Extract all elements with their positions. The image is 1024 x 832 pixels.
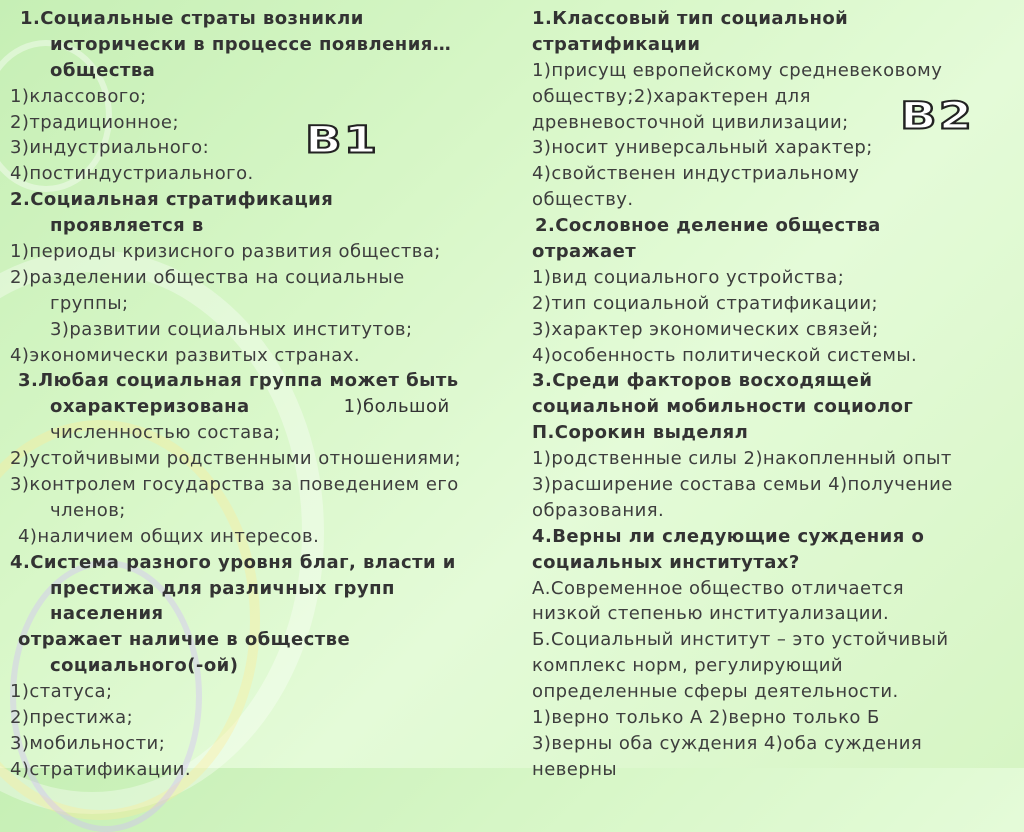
line-text: социальной мобильности социолог bbox=[532, 396, 914, 418]
line-text: 1)статуса; bbox=[10, 681, 113, 703]
question-text-line bbox=[10, 32, 520, 58]
line-text: 1)верно только А 2)верно только Б bbox=[532, 707, 880, 729]
line-text: 1)вид социального устройства; bbox=[532, 266, 845, 288]
line-text: 3)расширение состава семьи 4)получение bbox=[532, 474, 953, 496]
question-text-line bbox=[532, 213, 1012, 239]
line-text: стратификации bbox=[532, 33, 701, 55]
line-text: 2)традиционное; bbox=[10, 111, 179, 133]
line-text: 4)экономически развитых странах. bbox=[10, 344, 361, 366]
answer-option-line bbox=[532, 343, 1012, 369]
line-text: 3)верны оба суждения 4)оба суждения bbox=[532, 732, 923, 754]
line-text: 4.Верны ли следующие суждения о bbox=[532, 525, 925, 547]
answer-option-line bbox=[10, 291, 520, 317]
line-text: 4.Система разного уровня благ, власти и bbox=[10, 551, 456, 573]
question-text-line bbox=[532, 239, 1012, 265]
line-text: 1)классового; bbox=[10, 85, 147, 107]
question-text-line bbox=[532, 368, 1012, 394]
question-text-line bbox=[532, 550, 1012, 576]
line-text: 4)свойственен индустриальному bbox=[532, 163, 860, 185]
line-text: 3)индустриального: bbox=[10, 137, 210, 159]
variant-1-label: B1 bbox=[305, 118, 379, 162]
answer-option-line bbox=[532, 161, 1012, 187]
answer-option-line bbox=[532, 291, 1012, 317]
answer-option-line bbox=[532, 731, 1012, 757]
question-text-line bbox=[10, 576, 520, 602]
answer-option-line bbox=[532, 58, 1012, 84]
line-text: 1.Социальные страты возникли bbox=[20, 8, 364, 29]
answer-option-line bbox=[10, 135, 520, 161]
line-text: 4)наличием общих интересов. bbox=[18, 525, 320, 547]
answer-option-line bbox=[532, 576, 1012, 602]
question-text-line bbox=[10, 601, 520, 627]
answer-option-line bbox=[532, 498, 1012, 524]
line-text: населения bbox=[50, 603, 164, 625]
answer-option-line bbox=[10, 446, 520, 472]
answer-option-line bbox=[532, 705, 1012, 731]
answer-option-line bbox=[532, 627, 1012, 653]
answer-option-line bbox=[532, 187, 1012, 213]
answer-option-line bbox=[532, 472, 1012, 498]
line-text: 2.Социальная стратификация bbox=[10, 189, 334, 211]
question-text-line bbox=[10, 187, 520, 213]
answer-option-line bbox=[10, 472, 520, 498]
answer-option-line bbox=[10, 498, 520, 524]
question-text-line bbox=[10, 394, 520, 420]
line-text: 3)развитии социальных институтов; bbox=[50, 318, 413, 340]
line-text: отражает bbox=[532, 241, 637, 263]
answer-option-line bbox=[532, 653, 1012, 679]
variant-1-questions bbox=[10, 6, 520, 783]
question-text-line bbox=[532, 32, 1012, 58]
answer-option-line bbox=[532, 265, 1012, 291]
line-text: членов; bbox=[50, 499, 126, 521]
line-text: 3)мобильности; bbox=[10, 732, 166, 754]
answer-option-inline: 1)большой bbox=[343, 396, 450, 418]
question-text-line bbox=[10, 653, 520, 679]
line-text: 3.Среди факторов восходящей bbox=[532, 370, 873, 392]
answer-option-line bbox=[10, 757, 520, 783]
question-text-line bbox=[532, 524, 1012, 550]
line-text: низкой степенью институализации. bbox=[532, 603, 890, 625]
answer-option-line bbox=[10, 731, 520, 757]
line-text: 1)родственные силы 2)накопленный опыт bbox=[532, 448, 952, 470]
line-text: престижа для различных групп bbox=[50, 577, 395, 599]
answer-option-line bbox=[10, 420, 520, 446]
line-text: П.Сорокин выделял bbox=[532, 422, 749, 444]
question-text-line bbox=[532, 420, 1012, 446]
answer-option-line bbox=[10, 161, 520, 187]
answer-option-line bbox=[532, 446, 1012, 472]
answer-option-line bbox=[10, 679, 520, 705]
answer-option-line bbox=[10, 239, 520, 265]
line-text: 3)характер экономических связей; bbox=[532, 318, 879, 340]
answer-option-line bbox=[10, 265, 520, 291]
line-text: А.Современное общество отличается bbox=[532, 577, 905, 599]
question-text-line bbox=[10, 627, 520, 653]
line-text: обществу. bbox=[532, 189, 634, 211]
line-text: 1)периоды кризисного развития общества; bbox=[10, 241, 441, 263]
answer-option-line bbox=[532, 679, 1012, 705]
question-text-line bbox=[532, 6, 1012, 32]
line-text: исторически в процессе появления… bbox=[50, 33, 452, 55]
answer-option-line bbox=[532, 601, 1012, 627]
line-text: группы; bbox=[50, 292, 129, 314]
line-text: определенные сферы деятельности. bbox=[532, 681, 899, 703]
line-text: социальных институтах? bbox=[532, 551, 800, 573]
line-text: 4)особенность политической системы. bbox=[532, 344, 918, 366]
answer-option-line bbox=[532, 135, 1012, 161]
line-text: 2)устойчивыми родственными отношениями; bbox=[10, 448, 462, 470]
question-text-line bbox=[10, 58, 520, 84]
line-text: 3)носит универсальный характер; bbox=[532, 137, 873, 159]
line-text: образования. bbox=[532, 499, 665, 521]
question-text-line bbox=[532, 394, 1012, 420]
line-text: 1.Классовый тип социальной bbox=[532, 8, 849, 29]
answer-option-line bbox=[10, 524, 520, 550]
line-text: 4)постиндустриального. bbox=[10, 163, 254, 185]
line-text: 4)стратификации. bbox=[10, 758, 192, 780]
line-text: охарактеризована bbox=[50, 396, 250, 418]
line-text: 1)присущ европейскому средневековому bbox=[532, 59, 943, 81]
line-text: 3)контролем государства за поведением его bbox=[10, 474, 459, 496]
answer-option-line bbox=[10, 317, 520, 343]
line-text: Б.Социальный институт – это устойчивый bbox=[532, 629, 949, 651]
line-text: 2)тип социальной стратификации; bbox=[532, 292, 879, 314]
line-text: 2)разделении общества на социальные bbox=[10, 266, 405, 288]
line-text: комплекс норм, регулирующий bbox=[532, 655, 844, 677]
line-text: проявляется в bbox=[50, 215, 204, 237]
answer-option-line bbox=[10, 84, 520, 110]
line-text: социального(-ой) bbox=[50, 655, 239, 677]
line-text: 3.Любая социальная группа может быть bbox=[18, 370, 459, 392]
line-text: 2.Сословное деление общества bbox=[535, 215, 881, 237]
answer-option-line bbox=[532, 757, 1012, 783]
question-text-line bbox=[10, 368, 520, 394]
line-text: неверны bbox=[532, 758, 618, 780]
answer-option-line bbox=[10, 343, 520, 369]
line-text: древневосточной цивилизации; bbox=[532, 111, 849, 133]
variant-2-label: B2 bbox=[900, 94, 974, 138]
line-text: численностью состава; bbox=[50, 422, 281, 444]
answer-option-line bbox=[532, 317, 1012, 343]
line-text: обществу;2)характерен для bbox=[532, 85, 811, 107]
question-text-line bbox=[10, 6, 520, 32]
line-text: общества bbox=[50, 59, 156, 81]
answer-option-line bbox=[10, 110, 520, 136]
question-text-line bbox=[10, 213, 520, 239]
line-text: отражает наличие в обществе bbox=[18, 629, 351, 651]
line-text: 2)престижа; bbox=[10, 707, 134, 729]
question-text-line bbox=[10, 550, 520, 576]
answer-option-line bbox=[10, 705, 520, 731]
